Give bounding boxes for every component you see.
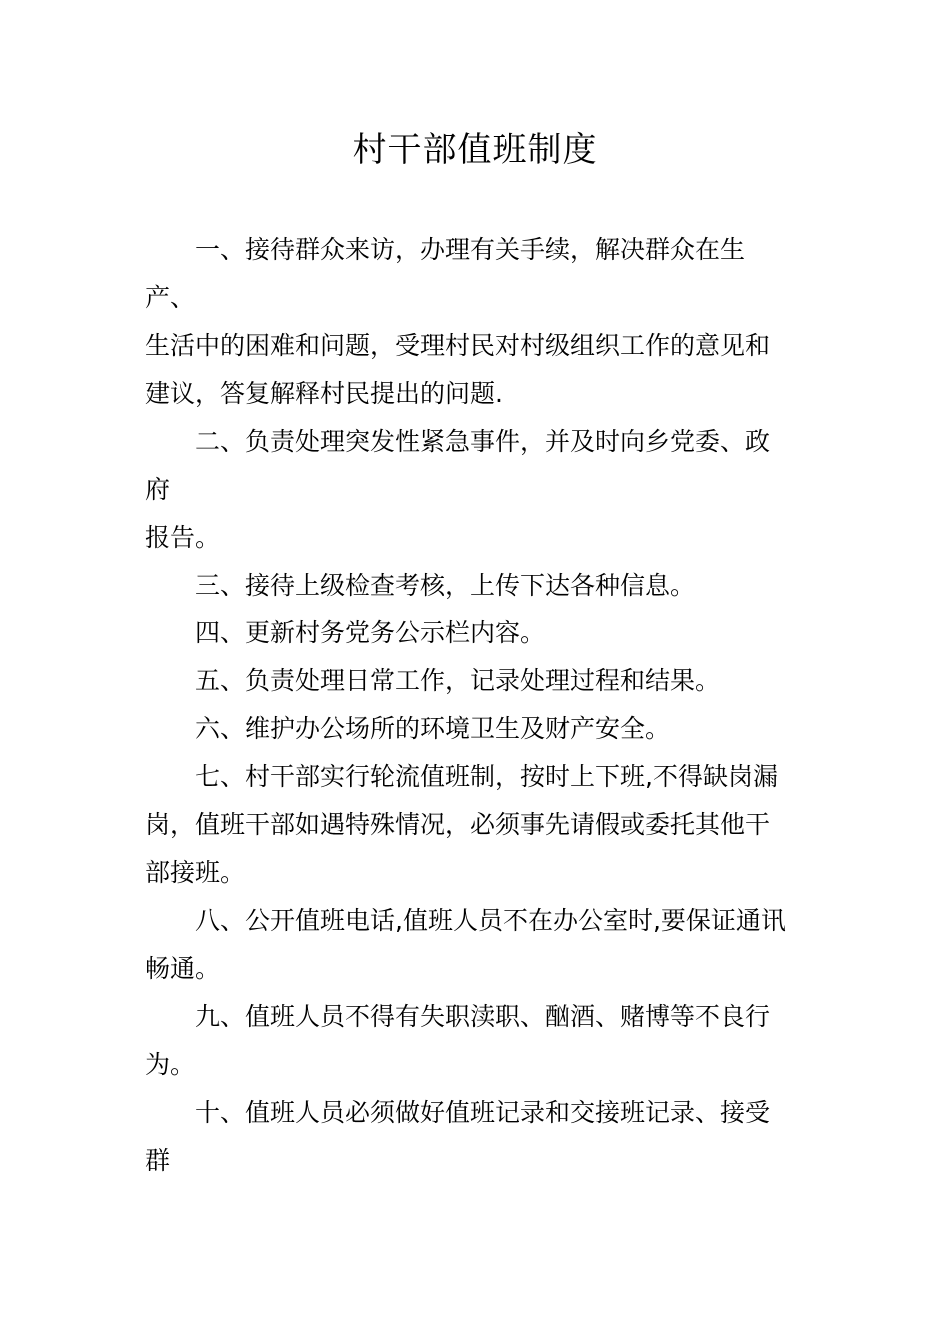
- paragraph-2-line-2: 府: [145, 475, 171, 504]
- paragraph-9-line-2: 为。: [145, 1050, 196, 1079]
- paragraph-6: 六、维护办公场所的环境卫生及财产安全。: [195, 714, 671, 743]
- paragraph-2-line-1: 二、负责处理突发性紧急事件，并及时向乡党委、政: [195, 427, 771, 456]
- paragraph-10-line-2: 群: [145, 1146, 171, 1175]
- paragraph-1-line-3: 生活中的困难和问题，受理村民对村级组织工作的意见和: [145, 331, 771, 360]
- paragraph-9-line-1: 九、值班人员不得有失职渎职、酗酒、赌博等不良行: [195, 1002, 771, 1031]
- paragraph-5: 五、负责处理日常工作，记录处理过程和结果。: [195, 666, 721, 695]
- paragraph-8-line-1: 八、公开值班电话,值班人员不在办公室时,要保证通讯: [195, 906, 786, 935]
- document-title: 村干部值班制度: [352, 130, 598, 170]
- paragraph-1-line-2: 产、: [145, 283, 196, 312]
- paragraph-1-line-4: 建议，答复解释村民提出的问题.: [145, 379, 503, 408]
- paragraph-4: 四、更新村务党务公示栏内容。: [195, 618, 546, 647]
- paragraph-8-line-2: 畅通。: [145, 954, 221, 983]
- paragraph-7-line-1: 七、村干部实行轮流值班制，按时上下班,不得缺岗漏: [195, 762, 778, 791]
- paragraph-7-line-2: 岗，值班干部如遇特殊情况，必须事先请假或委托其他干: [145, 810, 771, 839]
- paragraph-1-line-1: 一、接待群众来访，办理有关手续，解决群众在生: [195, 235, 746, 264]
- paragraph-10-line-1: 十、值班人员必须做好值班记录和交接班记录、接受: [195, 1098, 771, 1127]
- paragraph-7-line-3: 部接班。: [145, 858, 246, 887]
- paragraph-2-line-3: 报告。: [145, 523, 221, 552]
- paragraph-3: 三、接待上级检查考核，上传下达各种信息。: [195, 571, 696, 600]
